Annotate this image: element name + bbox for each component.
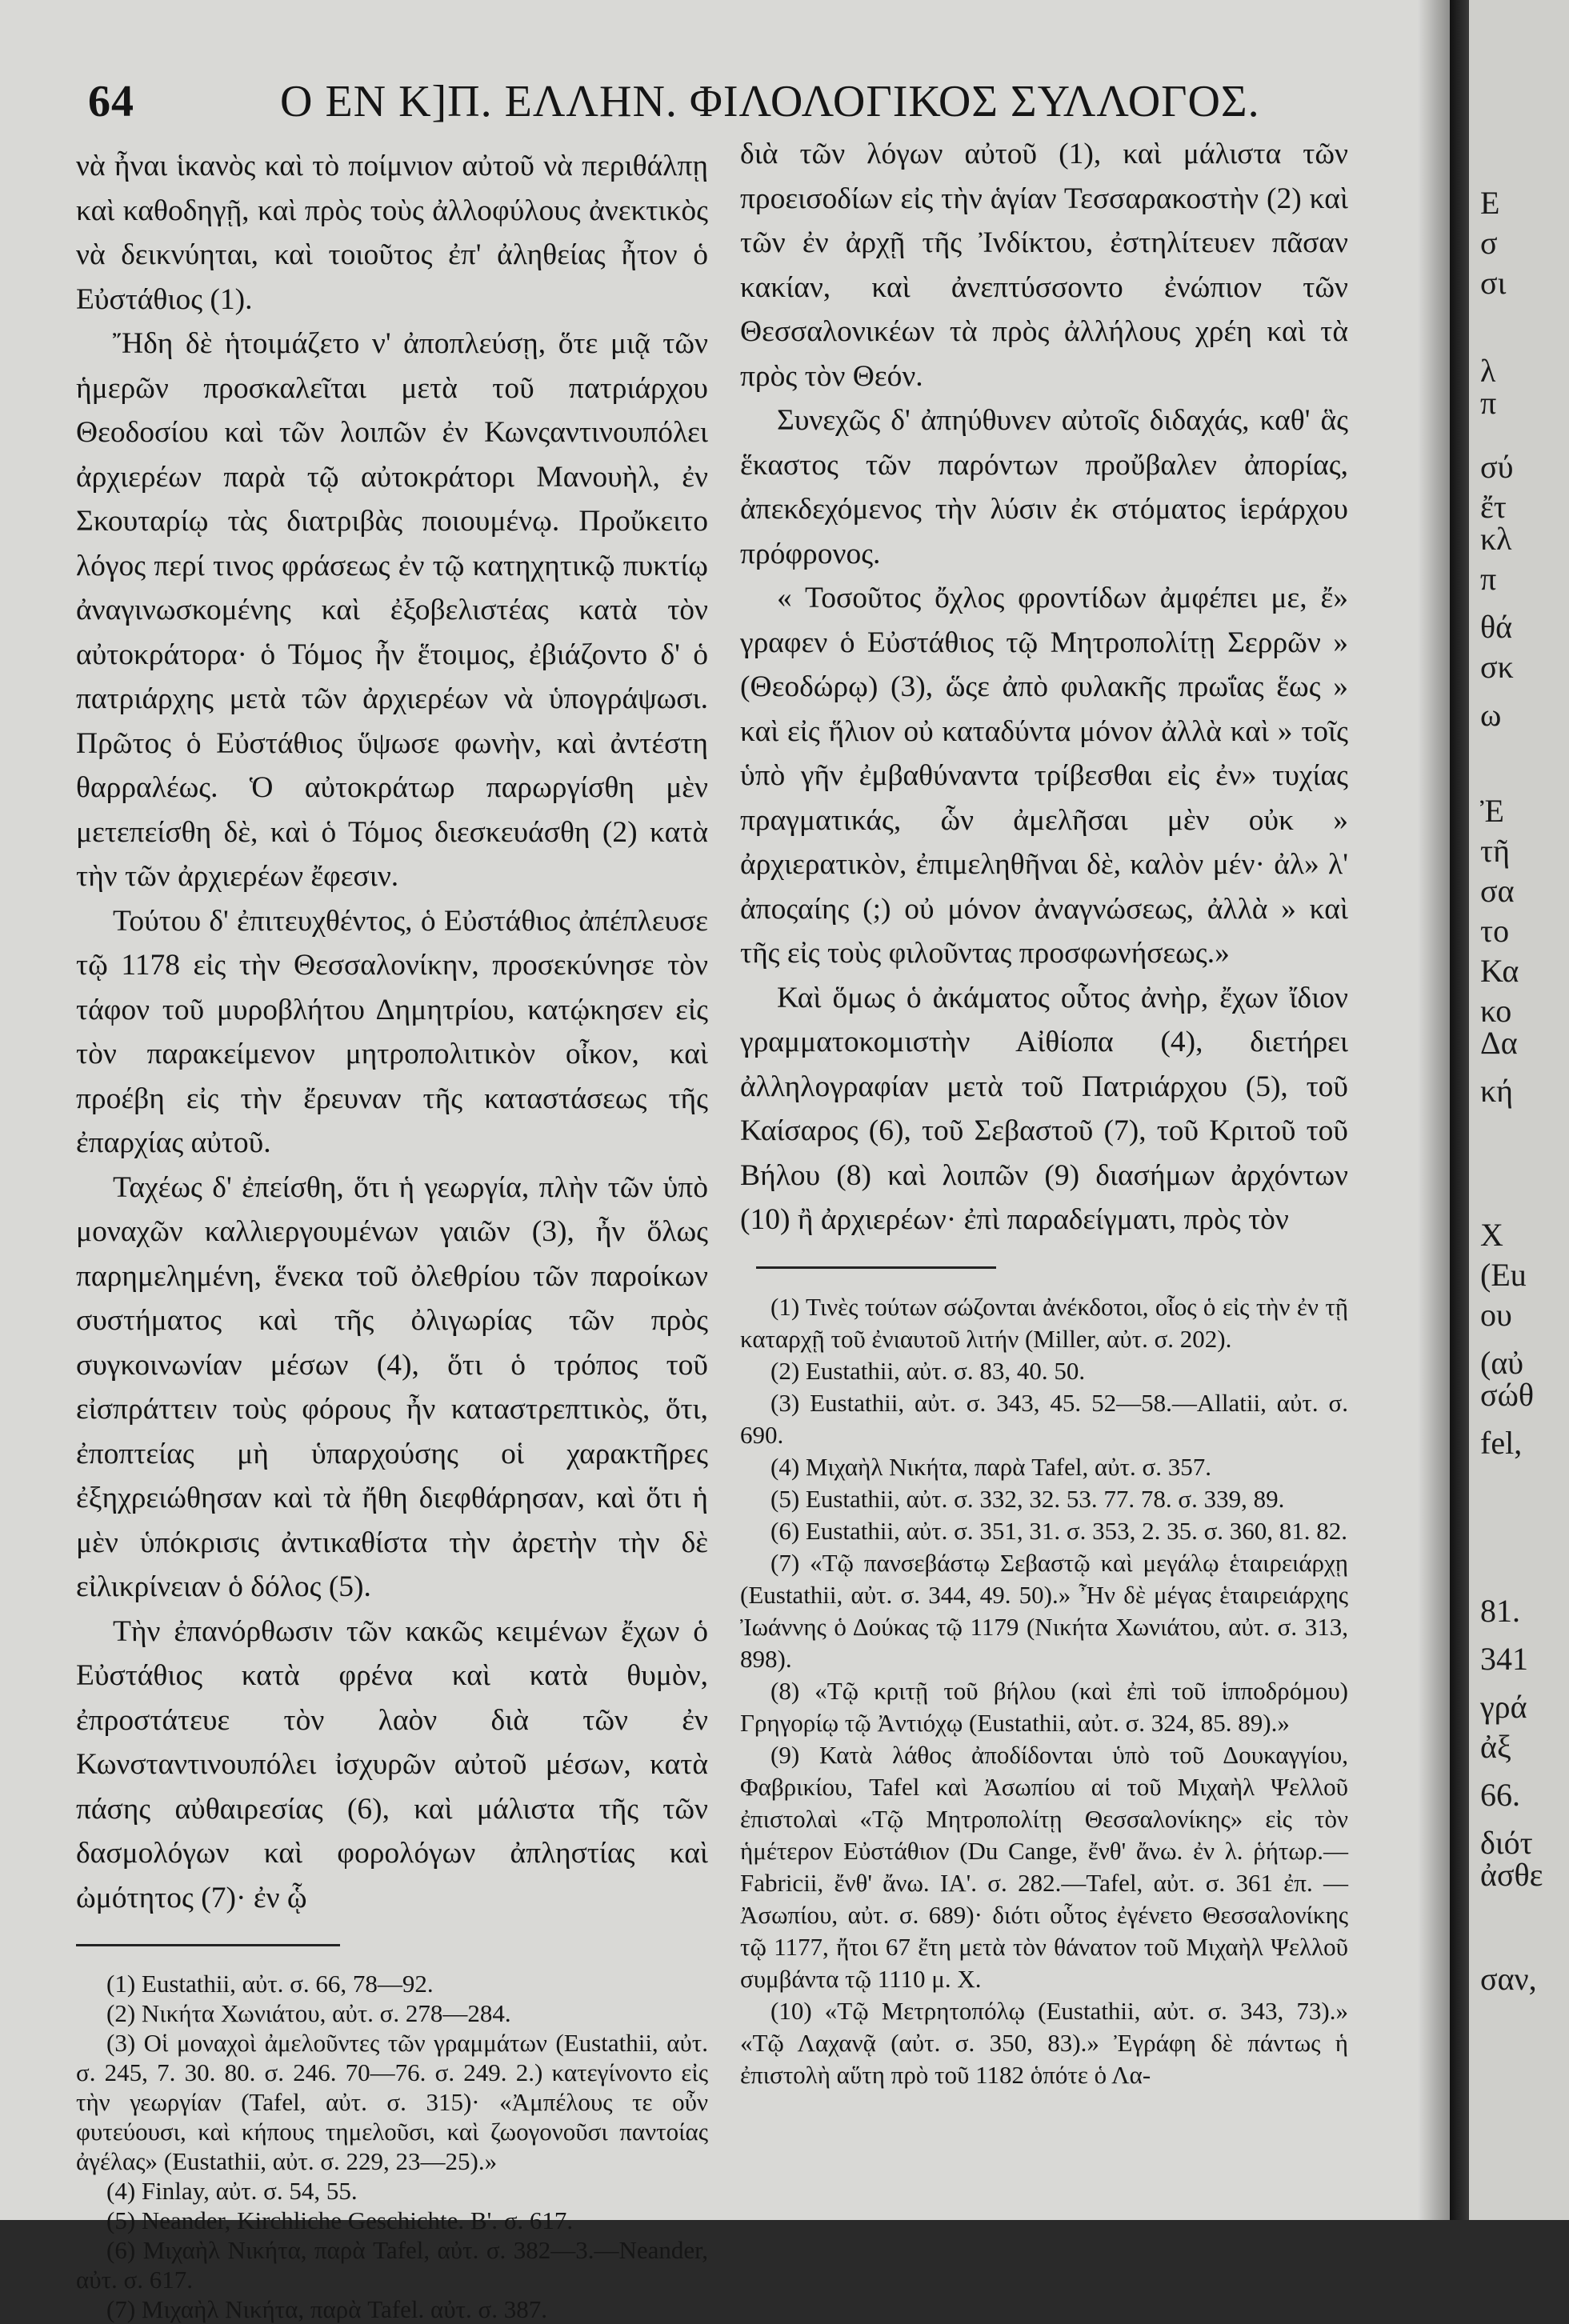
right-paragraph-4: Καὶ ὅμως ὁ ἀκάματος οὗτος ἀνὴρ, ἔχων ἴδιον γραμματοκομιστὴν Αἰθίοπα (4), διετήρει ἀλληλογραφίαν μετὰ τοῦ Πατριάρχου (5), τοῦ Καίσαρος (6), τοῦ Σεβαστοῦ (7), τοῦ Κριτοῦ τοῦ Βήλου (8) καὶ λοιπῶν (9) διασήμων ἀρχόντων (10) ἢ ἀρχιερέων· ἐπὶ παραδείγματι, πρὸς τὸν: [740, 981, 1348, 1236]
left-footnote-6: (6) Μιχαὴλ Νικήτα, παρὰ Tafel, αὐτ. σ. 382—3.—Neander, αὐτ. σ. 617.: [76, 2236, 708, 2294]
next-page-fragment: 341: [1480, 1641, 1528, 1677]
next-page-fragment: τῆ: [1480, 833, 1510, 869]
right-footnote-1: (1) Τινὲς τούτων σώζονται ἀνέκδοτοι, οἷος ὁ εἰς τὴν ἐν τῇ καταρχῇ τοῦ ἐνιαυτοῦ λιτήν (Miller, αὐτ. σ. 202).: [740, 1292, 1348, 1353]
next-page-fragment: (Eu: [1480, 1257, 1527, 1293]
next-page-fragment: Ε: [1480, 185, 1500, 221]
next-page-edge: [1469, 0, 1569, 2220]
right-footnote-2: (2) Eustathii, αὐτ. σ. 83, 40. 50.: [770, 1356, 1086, 1385]
right-footnote-7: (7) «Τῷ πανσεβάστῳ Σεβαστῷ καὶ μεγάλῳ ἑταιρειάρχῃ (Eustathii, αὐτ. σ. 344, 49. 50).» Ἦν δὲ μέγας ἑταιρειάρχης Ἰωάννης ὁ Δούκας τῷ 1179 (Νικήτα Χωνιάτου, αὐτ. σ. 313, 898).: [740, 1548, 1348, 1673]
next-page-fragment: γρά: [1480, 1689, 1527, 1725]
right-footnote-5: (5) Eustathii, αὐτ. σ. 332, 32. 53. 77. 78. σ. 339, 89.: [770, 1484, 1285, 1513]
next-page-fragment: λ: [1480, 353, 1496, 389]
left-footnote-7: (7) Μιχαὴλ Νικήτα, παρὰ Tafel. αὐτ. σ. 387.: [106, 2295, 547, 2323]
right-footnote-10: (10) «Τῷ Μετρητοπόλῳ (Eustathii, αὐτ. σ. 343, 73).» «Τῷ Λαχανᾷ (αὐτ. σ. 350, 83).» Ἐγράφη δὲ πάντως ἡ ἐπιστολὴ αὕτη πρὸ τοῦ 1182 ὁπότε ὁ Λα-: [740, 1996, 1348, 2089]
left-paragraph-4: Ταχέως δ' ἐπείσθη, ὅτι ἡ γεωργία, πλὴν τῶν ὑπὸ μοναχῶν καλλιεργουμένων γαιῶν (3), ἦν ὅλως παρημελημένη, ἕνεκα τοῦ ὀλεθρίου τῶν παροίκων συστήματος καὶ τῆς ὀλιγωρίας τῶν πρὸς συγκοινωνίαν μέσων (4), ὅτι ὁ τρόπος τοῦ εἰσπράττειν τοὺς φόρους ἦν καταστρεπτικὸς, ὅτι, ἐποπτείας μὴ ὑπαρχούσης οἱ χαρακτῆρες ἐξηχρειώθησαν καὶ τὰ ἤθη διεφθάρησαν, καὶ ὅτι ἡ μὲν ὑπόκρισις ἀντικαθίστα τὴν ἀρετὴν τὴν δὲ εἰλικρίνειαν ὁ δόλος (5).: [76, 1170, 708, 1603]
right-footnote-6: (6) Eustathii, αὐτ. σ. 351, 31. σ. 353, 2. 35. σ. 360, 81. 82.: [770, 1516, 1348, 1545]
left-footnote-3: (3) Οἱ μοναχοὶ ἀμελοῦντες τῶν γραμμάτων (Eustathii, αὐτ. σ. 245, 7. 30. 80. σ. 246. 70—76. σ. 249. 2.) κατεγίνοντο εἰς τὴν γεωργίαν (Tafel, αὐτ. σ. 315)· «Ἀμπέλους τε οὖν φυτεύουσι, καὶ κήπους τημελοῦσι, καὶ ζωογονοῦσι παντοίας ἀγέλας» (Eustathii, αὐτ. σ. 229, 23—25).»: [76, 2029, 708, 2175]
next-page-fragment: (αὐ: [1480, 1345, 1524, 1381]
footnote-divider-right: [756, 1266, 996, 1269]
next-page-fragment: π: [1480, 385, 1497, 421]
next-page-fragment: σι: [1480, 265, 1507, 301]
left-footnote-1: (1) Eustathii, αὐτ. σ. 66, 78—92.: [106, 1970, 434, 1998]
right-paragraph-2: Συνεχῶς δ' ἀπηύθυνεν αὐτοῖς διδαχάς, καθ' ἃς ἕκαστος τῶν παρόντων προὔβαλεν ἀπορίας, ἀπεκδεχόμενος τὴν λύσιν ἐκ στόματος ἱεράρχου πρόφρονος.: [740, 404, 1348, 570]
next-page-fragment: σώθ: [1480, 1377, 1535, 1413]
next-page-fragment: σαν,: [1480, 1961, 1537, 1997]
next-page-fragment: ἀσθε: [1480, 1857, 1543, 1893]
next-page-fragment: σα: [1480, 873, 1515, 909]
left-paragraph-2: Ἤδη δὲ ἡτοιμάζετο ν' ἀποπλεύσῃ, ὅτε μιᾷ τῶν ἡμερῶν προσκαλεῖται μετὰ τοῦ πατριάρχου Θεοδοσίου καὶ τῶν λοιπῶν ἐν Κωνςαντινουπόλει ἀρχιερέων παρὰ τῷ αὐτοκράτορι Μανουὴλ, ἐν Σκουταρίῳ τὰς διατριβὰς ποιουμένῳ. Προὔκειτο λόγος περί τινος φράσεως ἐν τῷ κατηχητικῷ πυκτίῳ ἀναγινωσκομένης καὶ ἐξοβελιστέας κατὰ τὸν αὐτοκράτορα· ὁ Τόμος ἦν ἕτοιμος, ἐβιάζοντο δ' ὁ πατριάρχης μετὰ τῶν ἀρχιερέων νὰ ὑπογράψωσι. Πρῶτος ὁ Εὐστάθιος ὕψωσε φωνὴν, καὶ ἀντέστη θαρραλέως. Ὁ αὐτοκράτωρ παρωργίσθη μὲν μετεπείσθη δὲ, καὶ ὁ Τόμος διεσκευάσθη (2) κατὰ τὴν τῶν ἀρχιερέων ἔφεσιν.: [76, 327, 708, 893]
page-number: 64: [88, 77, 134, 126]
next-page-fragment: π: [1480, 561, 1497, 597]
left-paragraph-3: Τούτου δ' ἐπιτευχθέντος, ὁ Εὐστάθιος ἀπέπλευσε τῷ 1178 εἰς τὴν Θεσσαλονίκην, προσεκύνησε τὸν τάφον τοῦ μυροβλήτου Δημητρίου, κατῴκησεν εἰς τὸν παρακείμενον μητροπολιτικὸν οἶκον, καὶ προέβη εἰς τὴν ἔρευναν τῆς καταστάσεως τῆς ἐπαρχίας αὐτοῦ.: [76, 904, 708, 1159]
right-footnote-4: (4) Μιχαὴλ Νικήτα, παρὰ Tafel, αὐτ. σ. 357.: [770, 1452, 1211, 1481]
left-footnote-4: (4) Finlay, αὐτ. σ. 54, 55.: [106, 2177, 358, 2205]
left-column: [76, 144, 708, 2324]
left-footnotes: [76, 1969, 708, 2324]
next-page-fragment: το: [1480, 913, 1510, 949]
footnote-divider-left: [76, 1944, 340, 1946]
next-page-fragment: Κα: [1480, 953, 1519, 989]
page-header: [88, 76, 1260, 140]
next-page-fragment: σκ: [1480, 649, 1514, 685]
running-title: Ο ΕΝ Κ]Π. ΕΛΛΗΝ. ΦΙΛΟΛΟΓΙΚΟΣ ΣΥΛΛΟΓΟΣ.: [280, 77, 1260, 126]
next-page-fragment: ου: [1480, 1297, 1512, 1333]
left-footnote-5: (5) Neander, Kirchliche Geschichte. Β'. σ. 617.: [106, 2206, 574, 2234]
right-footnote-8: (8) «Τῷ κριτῇ τοῦ βήλου (καὶ ἐπὶ τοῦ ἱπποδρόμου) Γρηγορίῳ τῷ Ἀντιόχῳ (Eustathii, αὐτ. σ. 324, 85. 89).»: [740, 1676, 1348, 1737]
right-footnote-9: (9) Κατὰ λάθος ἀποδίδονται ὑπὸ τοῦ Δουκαγγίου, Φαβρικίου, Tafel καὶ Ἀσωπίου αἱ τοῦ Μιχαὴλ Ψελλοῦ ἐπιστολαὶ «Τῷ Μητροπολίτῃ Θεσσαλονίκης» εἰς τὸν ἡμέτερον Εὐστάθιον (Du Cange, ἔνθ' ἄνω. ἐν λ. ῥήτωρ.—Fabricii, ἔνθ' ἄνω. ΙΑ'. σ. 282.—Tafel, αὐτ. σ. 361 ἐπ. —Ἀσωπίου, αὐτ. σ. 689)· διότι οὗτος ἐγένετο Θεσσαλονίκης τῷ 1177, ἤτοι 67 ἔτη μετὰ τὸν θάνατον τοῦ Μιχαὴλ Ψελλοῦ συμβάντα τῷ 1110 μ. Χ.: [740, 1740, 1348, 1993]
next-page-fragment: θά: [1480, 609, 1513, 645]
left-paragraph-5: Τὴν ἐπανόρθωσιν τῶν κακῶς κειμένων ἔχων ὁ Εὐστάθιος κατὰ φρένα καὶ κατὰ θυμὸν, ἐπροστάτευε τὸν λαὸν διὰ τῶν ἐν Κωνσταντινουπόλει ἰσχυρῶν αὐτοῦ μέσων, κατὰ πάσης αὐθαιρεσίας (6), καὶ μάλιστα τῆς τῶν δασμολόγων καὶ φορολόγων ἀπληστίας καὶ ὠμότητος (7)· ἐν ᾧ: [76, 1614, 708, 1914]
left-paragraph-1: νὰ ἦναι ἱκανὸς καὶ τὸ ποίμνιον αὐτοῦ νὰ περιθάλπῃ καὶ καθοδηγῇ, καὶ πρὸς τοὺς ἀλλοφύλους ἀνεκτικὸς νὰ δεικνύηται, καὶ τοιοῦτος ἐπ' ἀληθείας ἦτον ὁ Εὐστάθιος (1).: [76, 150, 708, 316]
left-footnote-2: (2) Νικήτα Χωνιάτου, αὐτ. σ. 278—284.: [106, 1999, 511, 2027]
next-page-fragment: σ: [1480, 225, 1498, 261]
next-page-fragment: ἔτ: [1480, 489, 1507, 525]
next-page-fragment: Δα: [1480, 1025, 1518, 1061]
next-page-fragment: fel,: [1480, 1425, 1523, 1461]
next-page-fragment: σύ: [1480, 449, 1514, 485]
right-paragraph-3: « Τοσοῦτος ὄχλος φροντίδων ἀμφέπει με, ἔ» γραφεν ὁ Εὐστάθιος τῷ Μητροπολίτῃ Σερρῶν » (Θεοδώρῳ) (3), ὥςε ἀπὸ φυλακῆς πρωΐας ἕως » καὶ εἰς ἥλιον οὐ καταδύντα μόνον ἀλλὰ καὶ » τοῖς ὑπὸ γῆν ἐμβαθύναντα τρίβεσθαι εἰς ἐν» τυχίας πραγματικάς, ὧν ἀμελῆσαι μὲν οὐκ » ἀρχιερατικὸν, ἐπιμεληθῆναι δὲ, καλὸν μέν· ἀλ» λ' ἀποςαίης (;) οὐ μόνον ἀναγνώσεως, ἀλλὰ » καὶ τῆς εἰς τοὺς φιλοῦντας προσφωνήσεως.»: [740, 582, 1348, 970]
next-page-fragment: 81.: [1480, 1593, 1520, 1629]
next-page-fragment: ἀξ: [1480, 1729, 1511, 1765]
next-page-fragment: κλ: [1480, 521, 1512, 557]
next-page-fragment: διότ: [1480, 1825, 1533, 1861]
right-footnote-3: (3) Eustathii, αὐτ. σ. 343, 45. 52—58.—Allatii, αὐτ. σ. 690.: [740, 1388, 1348, 1449]
next-page-fragment: Ἐ: [1480, 793, 1504, 829]
right-footnotes: [740, 1291, 1348, 2091]
right-paragraph-1: διὰ τῶν λόγων αὐτοῦ (1), καὶ μάλιστα τῶν προεισοδίων εἰς τὴν ἁγίαν Τεσσαρακοστὴν (2) καὶ τῶν ἐν ἀρχῇ τῆς Ἰνδίκτου, ἐστηλίτευεν πᾶσαν κακίαν, καὶ ἀνεπτύσσοντο ἐνώπιον τῶν Θεσσαλονικέων τὰ πρὸς ἀλλήλους χρέη καὶ τὰ πρὸς τὸν Θεόν.: [740, 138, 1348, 393]
next-page-fragment: 66.: [1480, 1777, 1520, 1813]
book-gutter: [1450, 0, 1469, 2220]
next-page-fragment: ω: [1480, 697, 1502, 733]
next-page-fragment: κή: [1480, 1073, 1514, 1109]
next-page-fragment: Χ: [1480, 1217, 1503, 1253]
right-column: [740, 132, 1348, 2091]
next-page-fragment: κο: [1480, 993, 1512, 1029]
